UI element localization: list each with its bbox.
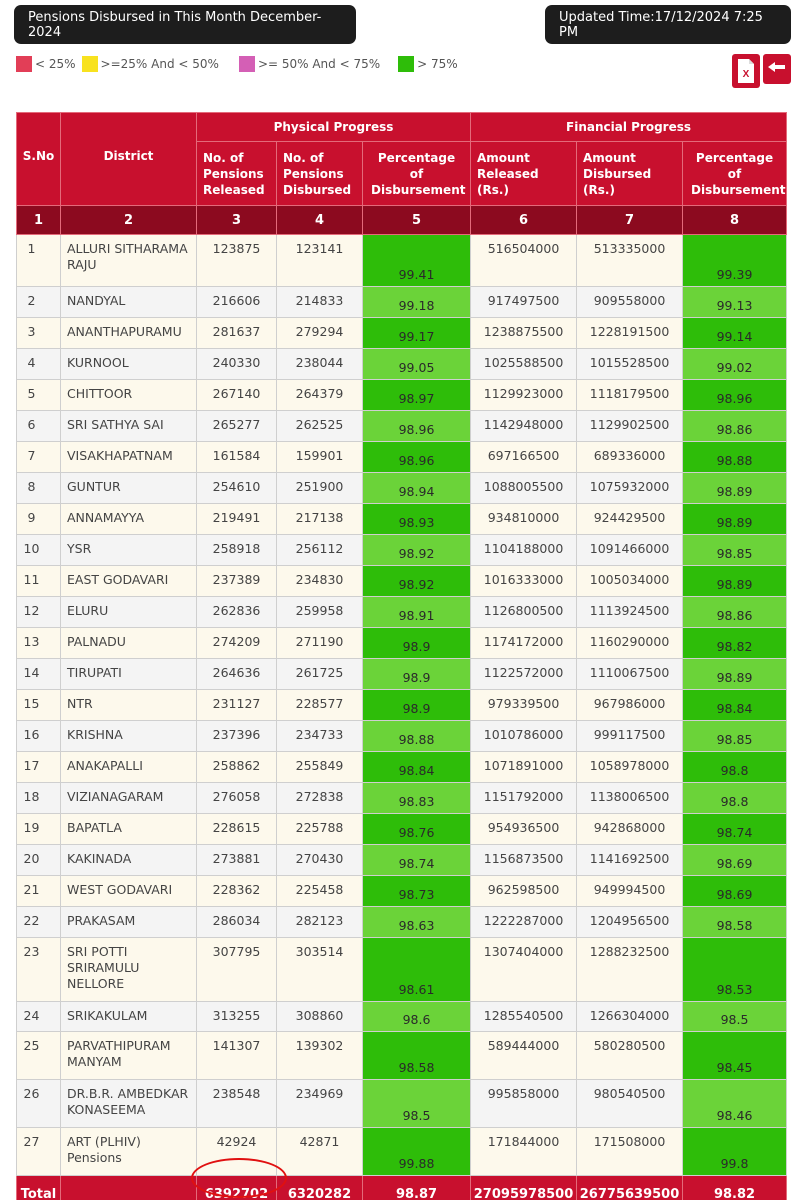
serial-number-cell: 26 [17, 1080, 61, 1128]
pensions-released-cell: 231127 [197, 690, 277, 721]
amount-disbursed-cell: 1005034000 [577, 566, 683, 597]
district-name-cell: ANANTHAPURAMU [61, 318, 197, 349]
table-row [17, 876, 787, 907]
table-row [17, 1032, 787, 1080]
serial-number-cell: 2 [17, 287, 61, 318]
district-name-cell: ALLURI SITHARAMA RAJU [61, 235, 197, 287]
header-district: District [61, 113, 197, 206]
pensions-disbursed-cell: 282123 [277, 907, 363, 938]
percentage-physical-cell: 98.91 [363, 597, 471, 628]
amount-released-cell: 1156873500 [471, 845, 577, 876]
serial-number-cell: 24 [17, 1002, 61, 1032]
percentage-physical-cell: 98.58 [363, 1032, 471, 1080]
amount-disbursed-cell: 1228191500 [577, 318, 683, 349]
amount-disbursed-cell: 980540500 [577, 1080, 683, 1128]
pensions-released-cell: 313255 [197, 1002, 277, 1032]
percentage-financial-cell: 98.69 [683, 876, 787, 907]
amount-disbursed-cell: 967986000 [577, 690, 683, 721]
amount-released-cell: 934810000 [471, 504, 577, 535]
amount-disbursed-cell: 942868000 [577, 814, 683, 845]
district-name-cell: NANDYAL [61, 287, 197, 318]
percentage-physical-cell: 98.74 [363, 845, 471, 876]
column-number: 5 [363, 206, 471, 235]
back-button[interactable] [763, 54, 791, 84]
district-name-cell: PARVATHIPURAM MANYAM [61, 1032, 197, 1080]
total-released: 6392702 [197, 1176, 277, 1200]
table-row [17, 752, 787, 783]
serial-number-cell: 17 [17, 752, 61, 783]
serial-number-cell: 5 [17, 380, 61, 411]
pensions-released-cell: 141307 [197, 1032, 277, 1080]
pensions-released-cell: 307795 [197, 938, 277, 1002]
percentage-financial-cell: 98.46 [683, 1080, 787, 1128]
serial-number-cell: 25 [17, 1032, 61, 1080]
percentage-physical-cell: 98.61 [363, 938, 471, 1002]
district-name-cell: ELURU [61, 597, 197, 628]
pensions-released-cell: 240330 [197, 349, 277, 380]
total-label: Total [17, 1176, 61, 1200]
district-name-cell: SRI POTTI SRIRAMULU NELLORE [61, 938, 197, 1002]
pensions-disbursed-cell: 42871 [277, 1128, 363, 1176]
pensions-released-cell: 276058 [197, 783, 277, 814]
table-row [17, 566, 787, 597]
percentage-financial-cell: 98.89 [683, 566, 787, 597]
serial-number-cell: 12 [17, 597, 61, 628]
pensions-disbursed-cell: 234969 [277, 1080, 363, 1128]
percentage-physical-cell: 98.84 [363, 752, 471, 783]
table-row [17, 938, 787, 1002]
district-name-cell: VISAKHAPATNAM [61, 442, 197, 473]
amount-released-cell: 1071891000 [471, 752, 577, 783]
percentage-financial-cell: 98.8 [683, 783, 787, 814]
header-amount-released: Amount Released (Rs.) [471, 142, 577, 206]
district-name-cell: PRAKASAM [61, 907, 197, 938]
amount-released-cell: 995858000 [471, 1080, 577, 1128]
amount-disbursed-cell: 1091466000 [577, 535, 683, 566]
table-row [17, 411, 787, 442]
district-name-cell: SRI SATHYA SAI [61, 411, 197, 442]
serial-number-cell: 3 [17, 318, 61, 349]
pensions-released-cell: 286034 [197, 907, 277, 938]
percentage-physical-cell: 98.83 [363, 783, 471, 814]
district-name-cell: PALNADU [61, 628, 197, 659]
amount-released-cell: 1307404000 [471, 938, 577, 1002]
table-row [17, 535, 787, 566]
percentage-financial-cell: 98.85 [683, 535, 787, 566]
percentage-financial-cell: 98.58 [683, 907, 787, 938]
amount-released-cell: 1010786000 [471, 721, 577, 752]
pensions-released-cell: 219491 [197, 504, 277, 535]
district-name-cell: ANAKAPALLI [61, 752, 197, 783]
table-row [17, 504, 787, 535]
percentage-physical-cell: 98.96 [363, 411, 471, 442]
column-number: 4 [277, 206, 363, 235]
amount-released-cell: 1174172000 [471, 628, 577, 659]
percentage-financial-cell: 98.89 [683, 659, 787, 690]
serial-number-cell: 14 [17, 659, 61, 690]
column-number: 6 [471, 206, 577, 235]
total-amount-disbursed: 26775639500 [577, 1176, 683, 1200]
amount-released-cell: 954936500 [471, 814, 577, 845]
amount-released-cell: 1142948000 [471, 411, 577, 442]
amount-disbursed-cell: 999117500 [577, 721, 683, 752]
legend-item-25-50 [82, 56, 219, 72]
percentage-physical-cell: 99.41 [363, 235, 471, 287]
serial-number-cell: 19 [17, 814, 61, 845]
percentage-physical-cell: 98.96 [363, 442, 471, 473]
pensions-released-cell: 123875 [197, 235, 277, 287]
amount-disbursed-cell: 949994500 [577, 876, 683, 907]
legend-swatch [239, 56, 255, 72]
header-physical-progress: Physical Progress [197, 113, 471, 142]
pensions-disbursed-cell: 228577 [277, 690, 363, 721]
table-row [17, 380, 787, 411]
pensions-disbursed-cell: 159901 [277, 442, 363, 473]
amount-disbursed-cell: 1118179500 [577, 380, 683, 411]
percentage-physical-cell: 99.18 [363, 287, 471, 318]
column-number: 3 [197, 206, 277, 235]
serial-number-cell: 10 [17, 535, 61, 566]
pensions-released-cell: 42924 [197, 1128, 277, 1176]
legend-item-below-25 [16, 56, 76, 72]
page-title: Pensions Disbursed in This Month December-2024 [14, 5, 356, 44]
pensions-disbursed-cell: 225788 [277, 814, 363, 845]
amount-released-cell: 516504000 [471, 235, 577, 287]
amount-released-cell: 1151792000 [471, 783, 577, 814]
header-financial-progress: Financial Progress [471, 113, 787, 142]
serial-number-cell: 6 [17, 411, 61, 442]
percentage-physical-cell: 99.05 [363, 349, 471, 380]
percentage-financial-cell: 99.8 [683, 1128, 787, 1176]
percentage-physical-cell: 99.17 [363, 318, 471, 349]
district-name-cell: KAKINADA [61, 845, 197, 876]
pensions-released-cell: 265277 [197, 411, 277, 442]
table-row [17, 1002, 787, 1032]
percentage-physical-cell: 98.92 [363, 566, 471, 597]
total-row [17, 1176, 787, 1200]
table-body [17, 235, 787, 1176]
serial-number-cell: 27 [17, 1128, 61, 1176]
pensions-disbursed-cell: 272838 [277, 783, 363, 814]
district-name-cell: DR.B.R. AMBEDKAR KONASEEMA [61, 1080, 197, 1128]
percentage-physical-cell: 98.6 [363, 1002, 471, 1032]
percentage-financial-cell: 98.5 [683, 1002, 787, 1032]
district-name-cell: GUNTUR [61, 473, 197, 504]
back-arrow-icon [767, 61, 787, 77]
pensions-disbursed-cell: 261725 [277, 659, 363, 690]
amount-disbursed-cell: 1141692500 [577, 845, 683, 876]
pensions-disbursed-cell: 271190 [277, 628, 363, 659]
serial-number-cell: 18 [17, 783, 61, 814]
percentage-financial-cell: 99.13 [683, 287, 787, 318]
total-disbursed: 6320282 [277, 1176, 363, 1200]
total-percentage-financial: 98.82 [683, 1176, 787, 1200]
pensions-released-cell: 274209 [197, 628, 277, 659]
pensions-released-cell: 258918 [197, 535, 277, 566]
amount-released-cell: 1122572000 [471, 659, 577, 690]
percentage-physical-cell: 98.88 [363, 721, 471, 752]
percentage-financial-cell: 98.88 [683, 442, 787, 473]
percentage-financial-cell: 98.86 [683, 597, 787, 628]
percentage-financial-cell: 98.84 [683, 690, 787, 721]
amount-disbursed-cell: 924429500 [577, 504, 683, 535]
district-name-cell: KURNOOL [61, 349, 197, 380]
legend-label: >= 50% And < 75% [257, 57, 381, 71]
amount-released-cell: 962598500 [471, 876, 577, 907]
percentage-physical-cell: 98.94 [363, 473, 471, 504]
table-row [17, 721, 787, 752]
header-amount-disbursed: Amount Disbursed (Rs.) [577, 142, 683, 206]
percentage-financial-cell: 98.89 [683, 473, 787, 504]
pensions-disbursed-cell: 217138 [277, 504, 363, 535]
pensions-released-cell: 228362 [197, 876, 277, 907]
pensions-released-cell: 281637 [197, 318, 277, 349]
pensions-disbursed-cell: 279294 [277, 318, 363, 349]
pensions-table [16, 112, 787, 1200]
header-sno: S.No [17, 113, 61, 206]
excel-export-button[interactable] [732, 54, 760, 88]
amount-released-cell: 1285540500 [471, 1002, 577, 1032]
amount-released-cell: 171844000 [471, 1128, 577, 1176]
serial-number-cell: 13 [17, 628, 61, 659]
header-percentage-physical: Percentage of Disbursement [363, 142, 471, 206]
district-name-cell: SRIKAKULAM [61, 1002, 197, 1032]
excel-export-icon [736, 58, 756, 84]
amount-released-cell: 917497500 [471, 287, 577, 318]
header-pensions-released: No. of Pensions Released [197, 142, 277, 206]
pensions-disbursed-cell: 139302 [277, 1032, 363, 1080]
amount-disbursed-cell: 1110067500 [577, 659, 683, 690]
pensions-disbursed-cell: 259958 [277, 597, 363, 628]
column-number: 7 [577, 206, 683, 235]
percentage-financial-cell: 98.89 [683, 504, 787, 535]
legend-swatch [82, 56, 98, 72]
percentage-physical-cell: 98.9 [363, 628, 471, 659]
pensions-released-cell: 228615 [197, 814, 277, 845]
table-row [17, 1080, 787, 1128]
district-name-cell: KRISHNA [61, 721, 197, 752]
table-row [17, 783, 787, 814]
table-row [17, 597, 787, 628]
percentage-physical-cell: 98.5 [363, 1080, 471, 1128]
amount-disbursed-cell: 1113924500 [577, 597, 683, 628]
percentage-financial-cell: 98.53 [683, 938, 787, 1002]
table-row [17, 690, 787, 721]
percentage-physical-cell: 98.92 [363, 535, 471, 566]
table-row [17, 907, 787, 938]
serial-number-cell: 4 [17, 349, 61, 380]
percentage-physical-cell: 98.76 [363, 814, 471, 845]
percentage-financial-cell: 98.96 [683, 380, 787, 411]
serial-number-cell: 20 [17, 845, 61, 876]
legend-item-above-75 [398, 56, 458, 72]
total-percentage-physical: 98.87 [363, 1176, 471, 1200]
table-row [17, 235, 787, 287]
percentage-financial-cell: 99.39 [683, 235, 787, 287]
color-legend [16, 56, 464, 72]
table-row [17, 814, 787, 845]
table-row [17, 318, 787, 349]
district-name-cell: EAST GODAVARI [61, 566, 197, 597]
amount-released-cell: 979339500 [471, 690, 577, 721]
pensions-disbursed-cell: 270430 [277, 845, 363, 876]
percentage-financial-cell: 98.74 [683, 814, 787, 845]
amount-disbursed-cell: 1129902500 [577, 411, 683, 442]
percentage-financial-cell: 98.85 [683, 721, 787, 752]
amount-disbursed-cell: 909558000 [577, 287, 683, 318]
legend-swatch [16, 56, 32, 72]
amount-released-cell: 1025588500 [471, 349, 577, 380]
pensions-disbursed-cell: 123141 [277, 235, 363, 287]
pensions-released-cell: 216606 [197, 287, 277, 318]
percentage-financial-cell: 98.86 [683, 411, 787, 442]
percentage-physical-cell: 98.9 [363, 690, 471, 721]
pensions-disbursed-cell: 303514 [277, 938, 363, 1002]
pensions-disbursed-cell: 264379 [277, 380, 363, 411]
percentage-physical-cell: 98.63 [363, 907, 471, 938]
district-name-cell: BAPATLA [61, 814, 197, 845]
percentage-financial-cell: 98.45 [683, 1032, 787, 1080]
amount-disbursed-cell: 1160290000 [577, 628, 683, 659]
table-row [17, 287, 787, 318]
district-name-cell: ANNAMAYYA [61, 504, 197, 535]
serial-number-cell: 15 [17, 690, 61, 721]
amount-disbursed-cell: 1288232500 [577, 938, 683, 1002]
amount-disbursed-cell: 1204956500 [577, 907, 683, 938]
percentage-physical-cell: 98.9 [363, 659, 471, 690]
serial-number-cell: 8 [17, 473, 61, 504]
legend-label: < 25% [35, 57, 76, 71]
amount-disbursed-cell: 580280500 [577, 1032, 683, 1080]
amount-disbursed-cell: 1058978000 [577, 752, 683, 783]
table-row [17, 1128, 787, 1176]
pensions-disbursed-cell: 255849 [277, 752, 363, 783]
district-name-cell: WEST GODAVARI [61, 876, 197, 907]
amount-released-cell: 697166500 [471, 442, 577, 473]
serial-number-cell: 23 [17, 938, 61, 1002]
table-row [17, 442, 787, 473]
pensions-released-cell: 258862 [197, 752, 277, 783]
district-name-cell: VIZIANAGARAM [61, 783, 197, 814]
pensions-disbursed-cell: 251900 [277, 473, 363, 504]
amount-disbursed-cell: 513335000 [577, 235, 683, 287]
column-number: 1 [17, 206, 61, 235]
svg-text:X: X [742, 69, 750, 80]
pensions-disbursed-cell: 308860 [277, 1002, 363, 1032]
amount-released-cell: 1126800500 [471, 597, 577, 628]
table-row [17, 473, 787, 504]
amount-released-cell: 1238875500 [471, 318, 577, 349]
pensions-released-cell: 161584 [197, 442, 277, 473]
legend-label: >=25% And < 50% [100, 57, 219, 71]
column-number: 8 [683, 206, 787, 235]
district-name-cell: YSR [61, 535, 197, 566]
pensions-released-cell: 237389 [197, 566, 277, 597]
pensions-disbursed-cell: 234733 [277, 721, 363, 752]
amount-released-cell: 1129923000 [471, 380, 577, 411]
district-name-cell: NTR [61, 690, 197, 721]
pensions-disbursed-cell: 214833 [277, 287, 363, 318]
amount-disbursed-cell: 1138006500 [577, 783, 683, 814]
pensions-released-cell: 262836 [197, 597, 277, 628]
legend-swatch [398, 56, 414, 72]
amount-disbursed-cell: 1075932000 [577, 473, 683, 504]
legend-label: > 75% [417, 57, 458, 71]
percentage-physical-cell: 98.73 [363, 876, 471, 907]
serial-number-cell: 11 [17, 566, 61, 597]
legend-item-50-75 [239, 56, 380, 72]
header-percentage-financial: Percentage of Disbursement [683, 142, 787, 206]
amount-disbursed-cell: 1266304000 [577, 1002, 683, 1032]
amount-released-cell: 1222287000 [471, 907, 577, 938]
percentage-financial-cell: 98.82 [683, 628, 787, 659]
table-row [17, 349, 787, 380]
pensions-disbursed-cell: 225458 [277, 876, 363, 907]
percentage-financial-cell: 99.14 [683, 318, 787, 349]
percentage-financial-cell: 98.69 [683, 845, 787, 876]
serial-number-cell: 7 [17, 442, 61, 473]
amount-released-cell: 1104188000 [471, 535, 577, 566]
amount-released-cell: 1016333000 [471, 566, 577, 597]
pensions-released-cell: 238548 [197, 1080, 277, 1128]
amount-disbursed-cell: 1015528500 [577, 349, 683, 380]
percentage-financial-cell: 98.8 [683, 752, 787, 783]
pensions-released-cell: 254610 [197, 473, 277, 504]
updated-time: Updated Time:17/12/2024 7:25 PM [545, 5, 791, 44]
district-name-cell: ART (PLHIV) Pensions [61, 1128, 197, 1176]
pensions-released-cell: 264636 [197, 659, 277, 690]
serial-number-cell: 1 [17, 235, 61, 287]
percentage-physical-cell: 98.97 [363, 380, 471, 411]
pensions-disbursed-cell: 262525 [277, 411, 363, 442]
serial-number-cell: 16 [17, 721, 61, 752]
serial-number-cell: 9 [17, 504, 61, 535]
amount-released-cell: 1088005500 [471, 473, 577, 504]
pensions-released-cell: 267140 [197, 380, 277, 411]
table-row [17, 659, 787, 690]
serial-number-cell: 22 [17, 907, 61, 938]
serial-number-cell: 21 [17, 876, 61, 907]
pensions-released-cell: 273881 [197, 845, 277, 876]
percentage-physical-cell: 99.88 [363, 1128, 471, 1176]
percentage-financial-cell: 99.02 [683, 349, 787, 380]
total-spacer [61, 1176, 197, 1200]
pensions-released-cell: 237396 [197, 721, 277, 752]
table-row [17, 628, 787, 659]
total-amount-released: 27095978500 [471, 1176, 577, 1200]
pensions-disbursed-cell: 234830 [277, 566, 363, 597]
amount-disbursed-cell: 171508000 [577, 1128, 683, 1176]
amount-disbursed-cell: 689336000 [577, 442, 683, 473]
table-row [17, 845, 787, 876]
district-name-cell: TIRUPATI [61, 659, 197, 690]
column-number: 2 [61, 206, 197, 235]
pensions-disbursed-cell: 238044 [277, 349, 363, 380]
header-pensions-disbursed: No. of Pensions Disbursed [277, 142, 363, 206]
percentage-physical-cell: 98.93 [363, 504, 471, 535]
pensions-disbursed-cell: 256112 [277, 535, 363, 566]
district-name-cell: CHITTOOR [61, 380, 197, 411]
amount-released-cell: 589444000 [471, 1032, 577, 1080]
